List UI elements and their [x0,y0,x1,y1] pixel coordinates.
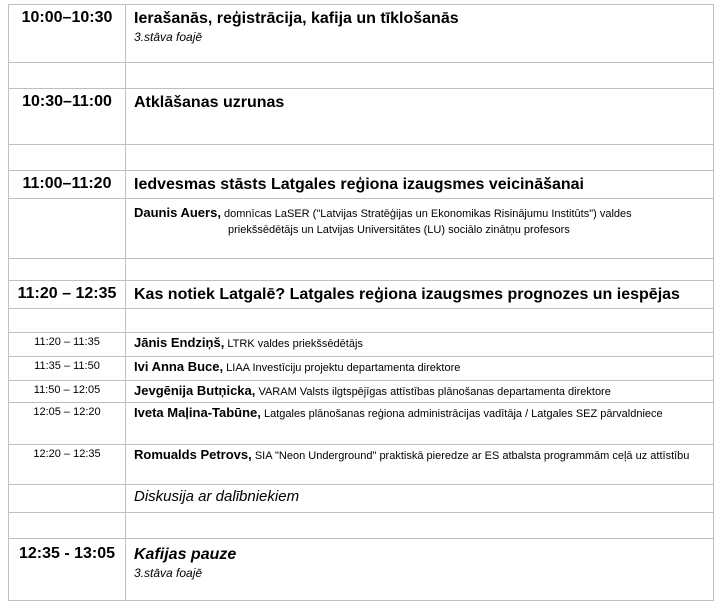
speaker-desc-cont: priekšsēdētājs un Latvijas Universitātes (LU) sociālo zinātņu profesors [228,224,570,236]
session-title: Ierašanās, reģistrācija, kafija un tīklošanās [134,10,459,27]
speaker-line [134,333,705,352]
content-cell [126,5,714,63]
speaker-name: Iveta Maļina-Tabūne, [134,405,261,420]
time-cell [9,89,126,145]
agenda-row [9,89,714,145]
content-cell [126,199,714,259]
time-label: 11:00–11:20 [22,175,112,192]
speaker-line [134,381,705,400]
time-label: 11:50 – 12:05 [33,384,101,396]
time-cell [9,445,126,485]
agenda-row [9,199,714,259]
sub-row [9,381,714,403]
spacer-row [9,309,714,333]
time-label: 10:30–11:00 [22,93,112,110]
speaker-line [134,199,705,222]
time-cell [9,5,126,63]
session-location: 3.stāva foajē [134,30,203,44]
speaker-line [134,403,705,422]
speaker-line [134,445,705,464]
content-cell [126,171,714,199]
time-label: 12:35 - 13:05 [18,545,116,562]
content-cell [126,281,714,309]
sub-row [9,445,714,485]
speaker-name: Jevgēnija Butņicka, [134,383,256,398]
speaker-desc: LIAA Investīciju projektu departamenta direktore [226,362,461,374]
content-cell [126,539,714,601]
discussion-row [9,485,714,513]
speaker-desc: SIA "Neon Underground" praktiskā pieredze ar ES atbalsta programmām ceļā uz attīstību [254,450,690,462]
sub-row [9,357,714,381]
discussion-label: Diskusija ar dalībniekiem [134,488,300,505]
sub-row [9,333,714,357]
speaker-name: Ivi Anna Buce, [134,359,224,374]
content-cell [126,89,714,145]
time-cell [9,403,126,445]
session-title: Atklāšanas uzrunas [134,94,285,111]
time-cell [9,381,126,403]
agenda-table [8,4,714,601]
time-cell [9,357,126,381]
spacer-row [9,513,714,539]
spacer-row [9,63,714,89]
spacer-row [9,259,714,281]
session-location: 3.stāva foajē [134,566,203,580]
time-cell [9,171,126,199]
agenda-row [9,539,714,601]
agenda-row [9,5,714,63]
spacer-row [9,145,714,171]
agenda-row [9,171,714,199]
sub-row [9,403,714,445]
session-title: Iedvesmas stāsts Latgales reģiona izaugsmes veicināšanai [134,176,584,193]
time-label: 12:20 – 12:35 [33,448,101,460]
time-cell [9,333,126,357]
time-label: 11:20 – 12:35 [17,285,117,302]
time-label: 10:00–10:30 [21,9,113,26]
speaker-desc: Latgales plānošanas reģiona administrācijas vadītāja / Latgales SEZ pārvaldniece [263,408,663,420]
speaker-desc: LTRK valdes priekšsēdētājs [227,338,363,350]
speaker-name: Jānis Endziņš, [134,335,225,350]
speaker-name: Daunis Auers, [134,205,221,220]
session-title: Kas notiek Latgalē? Latgales reģiona izaugsmes prognozes un iespējas [134,286,680,303]
speaker-desc: domnīcas LaSER ("Latvijas Stratēģijas un Ekonomikas Risinājumu Institūts") valdes [224,208,632,220]
time-cell [9,281,126,309]
speaker-name: Romualds Petrovs, [134,447,252,462]
speaker-line [134,357,705,376]
agenda-row [9,281,714,309]
session-title: Kafijas pauze [134,546,237,563]
time-label: 11:20 – 11:35 [34,336,100,348]
time-cell [9,539,126,601]
time-label: 11:35 – 11:50 [34,360,100,372]
time-label: 12:05 – 12:20 [33,406,101,418]
speaker-desc: VARAM Valsts ilgtspējīgas attīstības plānošanas departamenta direktore [258,386,611,398]
